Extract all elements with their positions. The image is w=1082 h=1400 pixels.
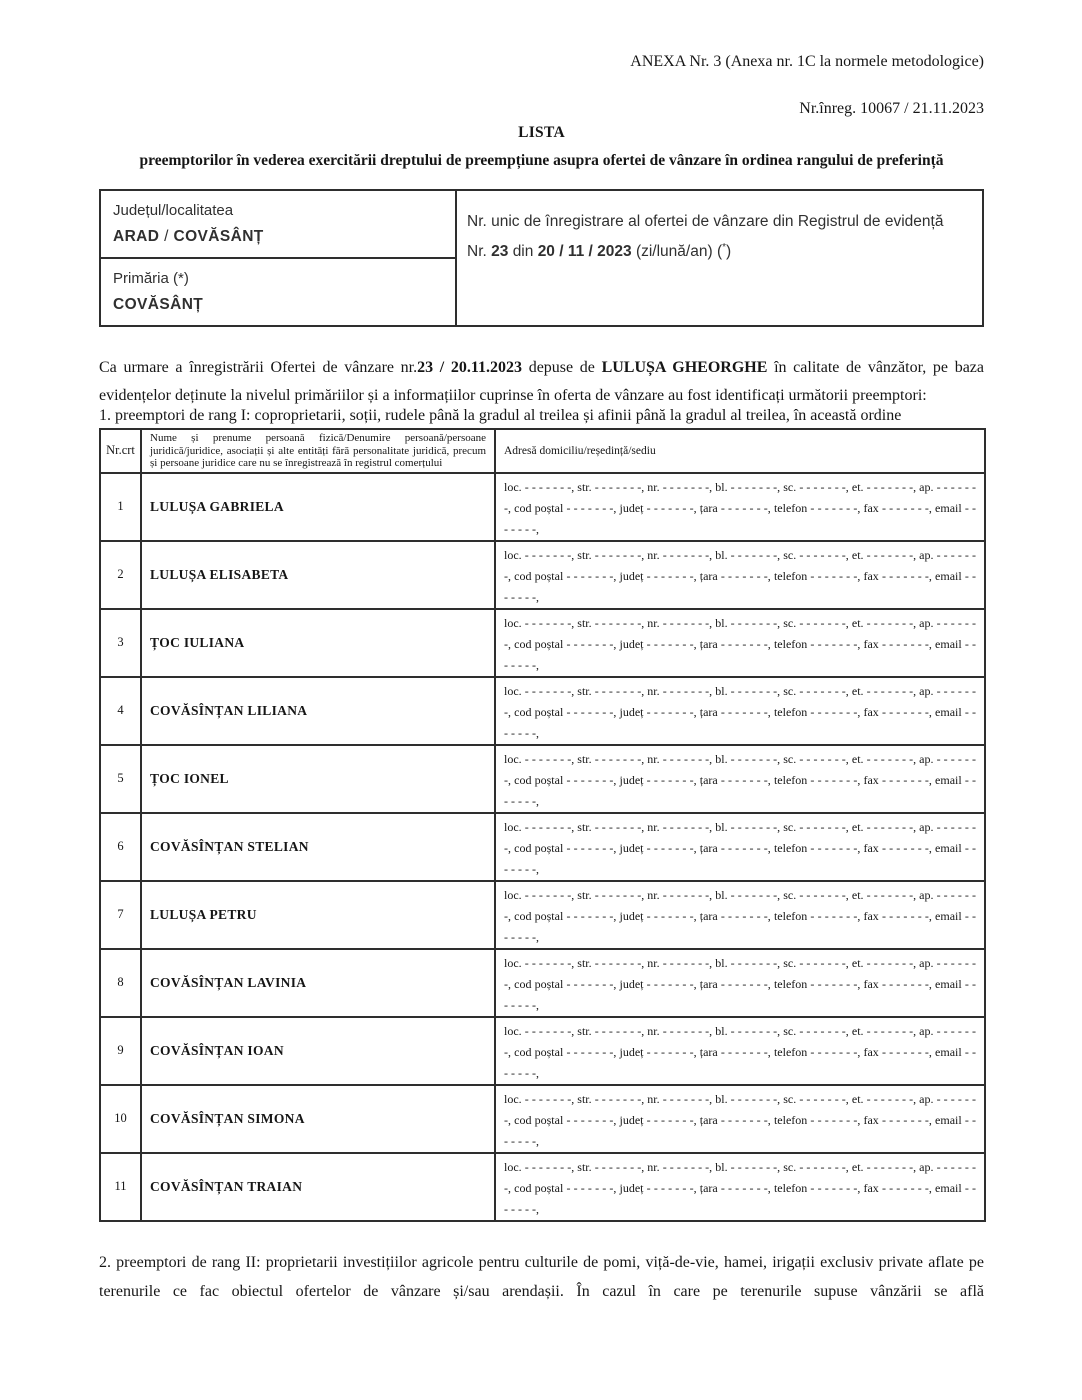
rank2-paragraph: 2. preemptori de rang II: proprietarii investițiilor agricole pentru culturile de pomi, viță-de-vie, hamei, irigații exclusiv private aflate pe terenurile ce fac obiectul ofertelor de vânzare și/sau arendașii. În cazul în care pe terenurile supuse vânzării se află — [99, 1253, 984, 1300]
primaria-label: Primăria (*) — [113, 270, 189, 287]
preemptor-name-cell — [141, 881, 495, 949]
address-placeholder: loc. - - - - - - -, str. - - - - - - -, nr. - - - - - - -, bl. - - - - - - -, sc. - - - - - - -, et. - - - - - - -, ap. - - - - - - -, cod poștal - - - - - - -, județ - - - - - - -, țara - - - - - - -, telefon - - - - - - -, fax - - - - - - -, email - - - - - - -, — [504, 683, 976, 740]
preemptor-name-cell — [141, 541, 495, 609]
address-cell — [495, 745, 985, 813]
preemptor-name-cell — [141, 473, 495, 541]
offer-number-line — [467, 237, 972, 267]
registration-info-table — [99, 189, 984, 327]
row-number-cell — [100, 541, 141, 609]
address-cell — [495, 1017, 985, 1085]
row-number: 5 — [117, 771, 124, 785]
row-number-cell — [100, 1153, 141, 1221]
preemptor-name-cell — [141, 677, 495, 745]
row-number-cell — [100, 677, 141, 745]
table-row — [100, 745, 985, 813]
preemptor-name-cell — [141, 1017, 495, 1085]
col-header-address: Adresă domiciliu/reședință/sediu — [495, 429, 985, 473]
row-number-cell — [100, 473, 141, 541]
address-cell — [495, 541, 985, 609]
address-placeholder: loc. - - - - - - -, str. - - - - - - -, nr. - - - - - - -, bl. - - - - - - -, sc. - - - - - - -, et. - - - - - - -, ap. - - - - - - -, cod poștal - - - - - - -, județ - - - - - - -, țara - - - - - - -, telefon - - - - - - -, fax - - - - - - -, email - - - - - - -, — [504, 887, 976, 944]
preemptors-table — [99, 428, 986, 1222]
county-cell — [100, 190, 456, 258]
row-number-cell — [100, 745, 141, 813]
address-cell — [495, 881, 985, 949]
row-number-cell — [100, 609, 141, 677]
footnote-star: * — [722, 241, 727, 253]
row-number-cell — [100, 881, 141, 949]
row-number: 6 — [117, 839, 124, 853]
row-number: 2 — [117, 567, 124, 581]
info-row-county — [100, 190, 983, 258]
seller-name-bold: LULUȘA GHEORGHE — [601, 359, 768, 376]
unique-registration-text: Nr. unic de înregistrare al ofertei de vânzare din Registrul de evidență — [467, 213, 944, 230]
row-number-cell — [100, 1017, 141, 1085]
annex-reference: ANEXA Nr. 3 (Anexa nr. 1C la normele metodologice) — [630, 53, 984, 70]
document-title: LISTA — [518, 124, 565, 141]
offer-ref-bold: 23 / 20.11.2023 — [417, 359, 523, 376]
table-row — [100, 677, 985, 745]
county-name: ARAD — [113, 228, 160, 245]
table-row — [100, 1017, 985, 1085]
row-number: 10 — [114, 1111, 127, 1125]
footnote-mark — [717, 243, 731, 260]
row-number: 3 — [117, 635, 124, 649]
address-cell — [495, 813, 985, 881]
row-number-cell — [100, 949, 141, 1017]
table-row — [100, 1153, 985, 1221]
row-number: 7 — [117, 907, 124, 921]
address-placeholder: loc. - - - - - - -, str. - - - - - - -, nr. - - - - - - -, bl. - - - - - - -, sc. - - - - - - -, et. - - - - - - -, ap. - - - - - - -, cod poștal - - - - - - -, județ - - - - - - -, țara - - - - - - -, telefon - - - - - - -, fax - - - - - - -, email - - - - - - -, — [504, 1091, 976, 1148]
row-number: 1 — [117, 499, 124, 513]
row-number: 11 — [114, 1179, 127, 1193]
paren-close: ) — [726, 243, 732, 260]
preemptor-name: COVĂSÎNȚAN LAVINIA — [150, 974, 307, 990]
col-header-name: Nume și prenume persoană fizică/Denumire persoană/persoane juridică/juridice, asociații și alte entități fără personalitate juridică, precum și persoane juridice care nu se înregistrează în registrul comerțului — [141, 429, 495, 473]
address-cell — [495, 1085, 985, 1153]
row-number-cell — [100, 1085, 141, 1153]
preemptor-name-cell — [141, 1085, 495, 1153]
preemptor-name: LULUȘA GABRIELA — [150, 498, 284, 514]
preemptor-name: ȚOC IONEL — [150, 770, 229, 786]
date-format-label: (zi/lună/an) — [635, 243, 713, 260]
table-row — [100, 609, 985, 677]
offer-number: 23 — [491, 243, 509, 260]
address-placeholder: loc. - - - - - - -, str. - - - - - - -, nr. - - - - - - -, bl. - - - - - - -, sc. - - - - - - -, et. - - - - - - -, ap. - - - - - - -, cod poștal - - - - - - -, județ - - - - - - -, țara - - - - - - -, telefon - - - - - - -, fax - - - - - - -, email - - - - - - -, — [504, 615, 976, 672]
table-row — [100, 541, 985, 609]
address-placeholder: loc. - - - - - - -, str. - - - - - - -, nr. - - - - - - -, bl. - - - - - - -, sc. - - - - - - -, et. - - - - - - -, ap. - - - - - - -, cod poștal - - - - - - -, județ - - - - - - -, țara - - - - - - -, telefon - - - - - - -, fax - - - - - - -, email - - - - - - -, — [504, 479, 976, 536]
preemptor-name: ȚOC IULIANA — [150, 634, 245, 650]
county-value — [113, 227, 443, 247]
preemptor-name: COVĂSÎNȚAN SIMONA — [150, 1110, 305, 1126]
address-placeholder: loc. - - - - - - -, str. - - - - - - -, nr. - - - - - - -, bl. - - - - - - -, sc. - - - - - - -, et. - - - - - - -, ap. - - - - - - -, cod poștal - - - - - - -, județ - - - - - - -, țara - - - - - - -, telefon - - - - - - -, fax - - - - - - -, email - - - - - - -, — [504, 1023, 976, 1080]
address-cell — [495, 677, 985, 745]
address-placeholder: loc. - - - - - - -, str. - - - - - - -, nr. - - - - - - -, bl. - - - - - - -, sc. - - - - - - -, et. - - - - - - -, ap. - - - - - - -, cod poștal - - - - - - -, județ - - - - - - -, țara - - - - - - -, telefon - - - - - - -, fax - - - - - - -, email - - - - - - -, — [504, 1159, 976, 1216]
address-placeholder: loc. - - - - - - -, str. - - - - - - -, nr. - - - - - - -, bl. - - - - - - -, sc. - - - - - - -, et. - - - - - - -, ap. - - - - - - -, cod poștal - - - - - - -, județ - - - - - - -, țara - - - - - - -, telefon - - - - - - -, fax - - - - - - -, email - - - - - - -, — [504, 819, 976, 876]
address-placeholder: loc. - - - - - - -, str. - - - - - - -, nr. - - - - - - -, bl. - - - - - - -, sc. - - - - - - -, et. - - - - - - -, ap. - - - - - - -, cod poștal - - - - - - -, județ - - - - - - -, țara - - - - - - -, telefon - - - - - - -, fax - - - - - - -, email - - - - - - -, — [504, 547, 976, 604]
preemptor-name-cell — [141, 609, 495, 677]
county-label: Județul/localitatea — [113, 202, 234, 219]
address-cell — [495, 473, 985, 541]
preemptor-name-cell — [141, 949, 495, 1017]
col-header-nr: Nr.crt — [100, 429, 141, 473]
preemptor-name-cell — [141, 813, 495, 881]
table-row — [100, 881, 985, 949]
nr-label: Nr. — [467, 243, 487, 260]
table-row — [100, 1085, 985, 1153]
preemptor-name-cell — [141, 745, 495, 813]
row-number: 9 — [117, 1043, 124, 1057]
preemptor-name-cell — [141, 1153, 495, 1221]
address-cell — [495, 609, 985, 677]
registration-number-line: Nr.înreg. 10067 / 21.11.2023 — [799, 100, 984, 117]
din-label: din — [512, 243, 534, 260]
table-row — [100, 473, 985, 541]
preemptor-name: COVĂSÎNȚAN IOAN — [150, 1042, 284, 1058]
paren-open: ( — [716, 243, 723, 260]
county-separator: / — [159, 228, 174, 245]
preemptor-name: COVĂSÎNȚAN LILIANA — [150, 702, 308, 718]
primaria-value — [113, 295, 443, 315]
intro-text-end: în calitate de vânzător, pe baza evidențelor deținute la nivelul primăriilor și a informațiilor cuprinse în oferta de vânzare au fost identificați următorii preemptori: — [99, 359, 984, 404]
intro-paragraph — [99, 354, 984, 410]
preemptor-name: COVĂSÎNȚAN STELIAN — [150, 838, 309, 854]
table-row — [100, 813, 985, 881]
rank1-heading: 1. preemptori de rang I: coproprietarii, soții, rudele până la gradul al treilea și afinii până la gradul al treilea, în această ordine — [99, 407, 902, 424]
row-number-cell — [100, 813, 141, 881]
intro-text-mid: depuse de — [522, 359, 602, 376]
row-number: 8 — [117, 975, 124, 989]
row-number: 4 — [117, 703, 124, 717]
locality-name: COVĂSÂNȚ — [173, 228, 264, 245]
preemptor-name: LULUȘA PETRU — [150, 906, 257, 922]
preemptor-name: COVĂSÎNȚAN TRAIAN — [150, 1178, 303, 1194]
unique-registration-cell — [456, 190, 983, 326]
offer-date: 20 / 11 / 2023 — [537, 243, 632, 260]
primaria-locality-name: COVĂSÂNȚ — [113, 296, 204, 313]
address-cell — [495, 949, 985, 1017]
address-placeholder: loc. - - - - - - -, str. - - - - - - -, nr. - - - - - - -, bl. - - - - - - -, sc. - - - - - - -, et. - - - - - - -, ap. - - - - - - -, cod poștal - - - - - - -, județ - - - - - - -, țara - - - - - - -, telefon - - - - - - -, fax - - - - - - -, email - - - - - - -, — [504, 955, 976, 1012]
address-placeholder: loc. - - - - - - -, str. - - - - - - -, nr. - - - - - - -, bl. - - - - - - -, sc. - - - - - - -, et. - - - - - - -, ap. - - - - - - -, cod poștal - - - - - - -, județ - - - - - - -, țara - - - - - - -, telefon - - - - - - -, fax - - - - - - -, email - - - - - - -, — [504, 751, 976, 808]
primaria-cell — [100, 258, 456, 326]
intro-text-start: Ca urmare a înregistrării Ofertei de vânzare nr. — [99, 359, 418, 376]
table-header-row — [100, 429, 985, 473]
document-subtitle: preemptorilor în vederea exercitării dreptului de preempțiune asupra ofertei de vânzare în ordinea rangului de preferință — [139, 152, 944, 169]
address-cell — [495, 1153, 985, 1221]
table-row — [100, 949, 985, 1017]
preemptor-name: LULUȘA ELISABETA — [150, 566, 289, 582]
